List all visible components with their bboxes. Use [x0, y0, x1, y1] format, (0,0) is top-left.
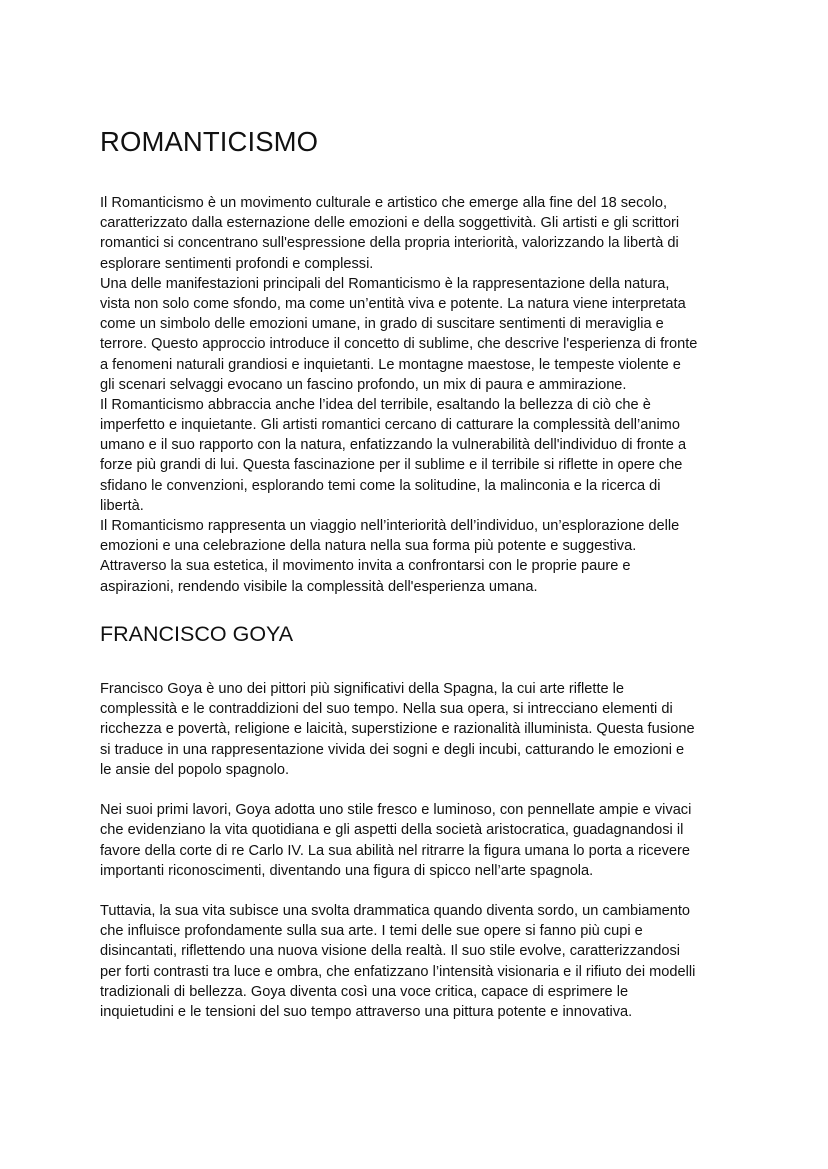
text-line: umano e il suo rapporto con la natura, enfatizzando la vulnerabilità dell'individuo di fronte a	[100, 437, 687, 454]
text-line: importanti riconoscimenti, diventando una figura di spicco nell’arte spagnola.	[100, 862, 594, 879]
text-line: disincantati, riflettendo una nuova visione della realtà. Il suo stile evolve, caratterizzandosi	[100, 943, 681, 960]
text-line: vista non solo come sfondo, ma come un’entità viva e potente. La natura viene interpretata	[100, 295, 686, 312]
text-line: Il Romanticismo rappresenta un viaggio nell’interiorità dell’individuo, un’esplorazione delle	[100, 518, 680, 534]
text-line: romantici si concentrano sull'espressione della propria interiorità, valorizzando la libertà di	[100, 235, 679, 252]
text-line: le ansie del popolo spagnolo.	[100, 761, 290, 778]
text-line: inquietudini e le tensioni del suo tempo attraverso una pittura potente e innovativa.	[100, 1004, 633, 1020]
text-line: che influisce profondamente sulla sua arte. I temi delle sue opere si fanno più cupi e	[100, 923, 643, 940]
paragraph-gap	[100, 780, 740, 800]
text-line: terrore. Questo approccio introduce il concetto di sublime, che descrive l'esperienza di fronte	[100, 336, 698, 353]
paragraph-gap	[100, 881, 740, 901]
text-line: Attraverso la sua estetica, il movimento invita a confrontarsi con le proprie paure e	[100, 558, 631, 575]
section-heading-romanticismo: ROMANTICISMO	[100, 126, 319, 157]
text-line: ricchezza e povertà, religione e laicità, superstizione e razionalità illuminista. Questa fusione	[100, 721, 695, 738]
text-line: forze più grandi di lui. Questa fascinazione per il sublime e il terribile si riflette in opere che	[100, 457, 683, 474]
text-line: Il Romanticismo abbraccia anche l’idea del terribile, esaltando la bellezza di ciò che è	[100, 396, 651, 413]
text-line: Tuttavia, la sua vita subisce una svolta drammatica quando diventa sordo, un cambiamento	[100, 903, 691, 920]
text-line: complessità e le contraddizioni del suo tempo. Nella sua opera, si intrecciano elementi di	[100, 701, 673, 718]
section-body-romanticismo	[100, 193, 740, 597]
section-heading-francisco-goya: FRANCISCO GOYA	[100, 622, 294, 646]
text-line: a fenomeni naturali grandiosi e inquietanti. Le montagne maestose, le tempeste violente e	[100, 356, 681, 373]
text-line: emozioni e una celebrazione della natura nella sua forma più potente e suggestiva.	[100, 538, 637, 555]
text-line: si traduce in una rappresentazione vivida dei sogni e degli incubi, catturando le emozioni e	[100, 741, 685, 758]
text-line: come un simbolo delle emozioni umane, in grado di suscitare sentimenti di meraviglia e	[100, 316, 664, 333]
text-line: sfidano le convenzioni, esplorando temi come la solitudine, la malinconia e la ricerca di	[100, 477, 661, 494]
text-line: Una delle manifestazioni principali del Romanticismo è la rappresentazione della natura,	[100, 275, 670, 292]
text-line: Francisco Goya è uno dei pittori più significativi della Spagna, la cui arte riflette le	[100, 681, 625, 697]
text-line: caratterizzato dalla esternazione delle emozioni e della soggettività. Gli artisti e gli scrittori	[100, 215, 680, 232]
text-line: Il Romanticismo è un movimento culturale e artistico che emerge alla fine del 18 secolo,	[100, 195, 667, 211]
text-line: per forti contrasti tra luce e ombra, che enfatizzano l’intensità visionaria e il rifiuto dei modelli	[100, 963, 696, 980]
text-line: imperfetto e inquietante. Gli artisti romantici cercano di catturare la complessità dell’animo	[100, 417, 680, 434]
text-line: che evidenziano la vita quotidiana e gli aspetti della società aristocratica, guadagnandosi il	[100, 822, 684, 839]
text-line: Nei suoi primi lavori, Goya adotta uno stile fresco e luminoso, con pennellate ampie e vivaci	[100, 802, 692, 819]
text-line: favore della corte di re Carlo IV. La sua abilità nel ritrarre la figura umana lo porta a ricevere	[100, 842, 690, 859]
text-line: esplorare sentimenti profondi e complessi.	[100, 255, 374, 272]
text-line: gli scenari selvaggi evocano un fascino profondo, un mix di paura e ammirazione.	[100, 376, 627, 393]
text-line: libertà.	[100, 497, 144, 514]
section-body-francisco-goya	[100, 679, 740, 1022]
text-line: aspirazioni, rendendo visibile la complessità dell'esperienza umana.	[100, 578, 538, 595]
text-line: tradizionali di bellezza. Goya diventa così una voce critica, capace di esprimere le	[100, 983, 629, 1000]
